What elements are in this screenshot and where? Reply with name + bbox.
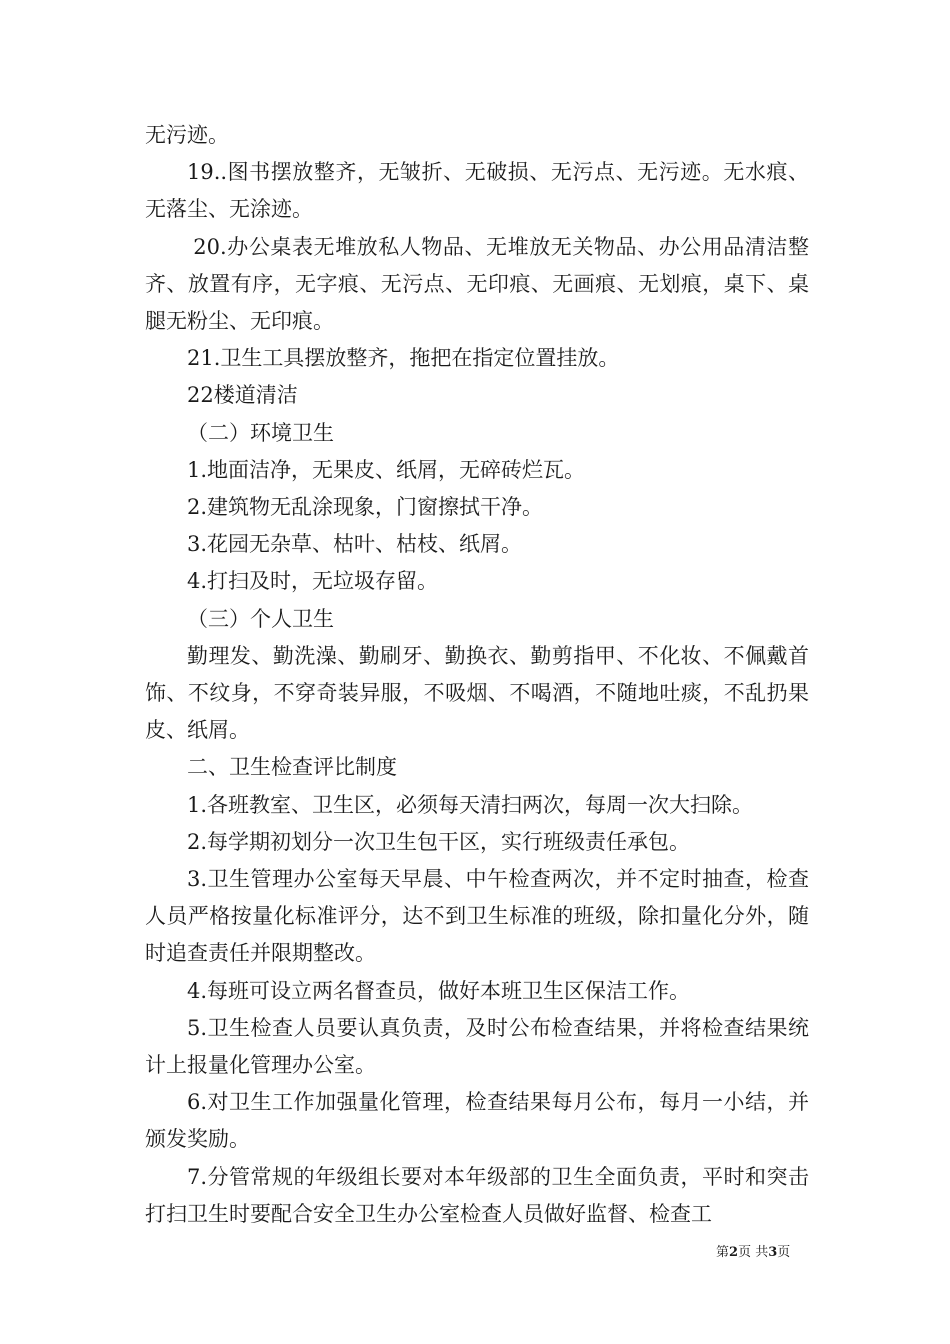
footer-middle: 页 共 — [738, 1245, 769, 1260]
paragraph: 6.对卫生工作加强量化管理，检查结果每月公布，每月一小结，并颁发奖励。 — [145, 1090, 809, 1152]
paragraph: 1.地面洁净，无果皮、纸屑，无碎砖烂瓦。 — [187, 457, 586, 482]
current-page-number: 2 — [729, 1245, 739, 1260]
paragraph: 1.各班教室、卫生区，必须每天清扫两次，每周一次大扫除。 — [187, 792, 754, 817]
paragraph: 20.办公桌表无堆放私人物品、无堆放无关物品、办公用品清洁整齐、放置有序，无字痕、无污点、无印痕、无画痕、无划痕，桌下、桌腿无粉尘、无印痕。 — [145, 234, 809, 334]
section-heading: （三）个人卫生 — [187, 606, 334, 631]
paragraph: 4.每班可设立两名督查员，做好本班卫生区保洁工作。 — [187, 978, 691, 1003]
paragraph: 2.建筑物无乱涂现象，门窗擦拭干净。 — [187, 495, 544, 520]
paragraph: 3.花园无杂草、枯叶、枯枝、纸屑。 — [187, 532, 523, 557]
page-footer — [716, 1244, 790, 1262]
paragraph: 3.卫生管理办公室每天早晨、中午检查两次，并不定时抽查，检查人员严格按量化标准评分，达不到卫生标准的班级，除扣量化分外，随时追查责任并限期整改。 — [145, 867, 809, 966]
paragraph: 4.打扫及时，无垃圾存留。 — [187, 569, 439, 594]
paragraph: 5.卫生检查人员要认真负责，及时公布检查结果，并将检查结果统计上报量化管理办公室。 — [145, 1015, 809, 1078]
footer-prefix: 第 — [716, 1245, 730, 1260]
section-heading: （二）环境卫生 — [187, 420, 334, 445]
paragraph: 21.卫生工具摆放整齐，拖把在指定位置挂放。 — [187, 346, 620, 371]
total-pages-number: 3 — [768, 1245, 778, 1260]
footer-suffix: 页 — [777, 1245, 791, 1260]
paragraph: 2.每学期初划分一次卫生包干区，实行班级责任承包。 — [187, 829, 691, 854]
paragraph: 19..图书摆放整齐，无皱折、无破损、无污点、无污迹。无水痕、无落尘、无涂迹。 — [145, 160, 809, 222]
section-heading: 二、卫生检查评比制度 — [187, 755, 397, 780]
paragraph: 勤理发、勤洗澡、勤刷牙、勤换衣、勤剪指甲、不化妆、不佩戴首饰、不纹身，不穿奇装异服，不吸烟、不喝酒，不随地吐痰，不乱扔果皮、纸屑。 — [145, 643, 809, 743]
paragraph: 无污迹。 — [145, 123, 229, 147]
document-body — [145, 117, 809, 1233]
paragraph: 22楼道清洁 — [187, 383, 298, 408]
paragraph: 7.分管常规的年级组长要对本年级部的卫生全面负责，平时和突击打扫卫生时要配合安全卫生办公室检查人员做好监督、检查工 — [145, 1164, 809, 1226]
